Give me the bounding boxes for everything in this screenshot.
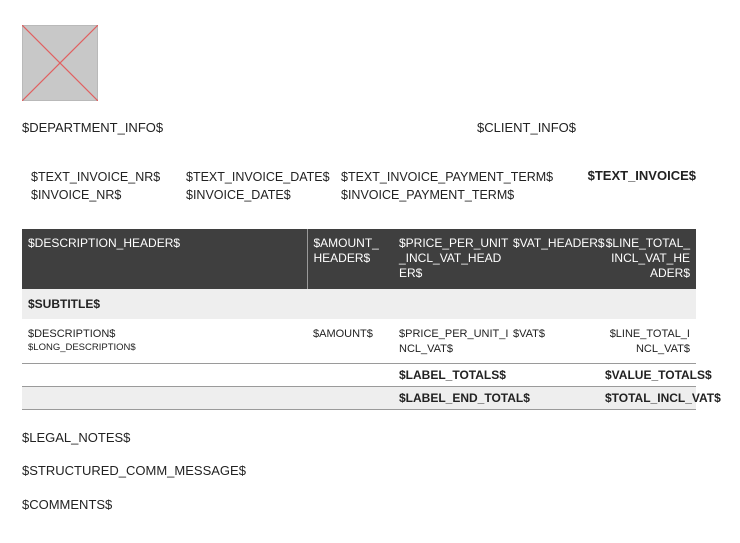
- amount-header: $AMOUNT_ HEADER$: [307, 229, 393, 289]
- line-total-header: $LINE_TOTAL_ INCL_VAT_HE ADER$: [599, 229, 696, 289]
- placeholder-image-icon: [22, 25, 98, 101]
- invoice-nr-block: [31, 168, 160, 204]
- description-cell: [22, 319, 307, 364]
- department-info: $DEPARTMENT_INFO$: [22, 120, 164, 135]
- end-total-value: $TOTAL_INCL_VAT$: [599, 387, 696, 410]
- invoice-nr-label: $TEXT_INVOICE_NR$: [31, 170, 161, 184]
- end-total-label: $LABEL_END_TOTAL$: [393, 387, 599, 410]
- invoice-title: $TEXT_INVOICE$: [587, 168, 696, 183]
- subtitle: $SUBTITLE$: [22, 289, 696, 319]
- totals-value: $VALUE_TOTALS$: [599, 364, 696, 387]
- client-info: $CLIENT_INFO$: [477, 120, 576, 135]
- invoice-date-label: $TEXT_INVOICE_DATE$: [186, 170, 330, 184]
- legal-notes: $LEGAL_NOTES$: [22, 430, 131, 445]
- payment-term-block: [341, 168, 553, 204]
- totals-row: [22, 364, 696, 387]
- payment-term-value: $INVOICE_PAYMENT_TERM$: [341, 188, 515, 202]
- description: $DESCRIPTION$: [28, 328, 116, 340]
- invoice-items-table: [22, 229, 721, 410]
- subtitle-row: [22, 289, 696, 319]
- structured-comm-message: $STRUCTURED_COMM_MESSAGE$: [22, 463, 246, 478]
- end-total-row: [22, 387, 696, 410]
- totals-label: $LABEL_TOTALS$: [393, 364, 599, 387]
- invoice-date-value: $INVOICE_DATE$: [186, 188, 291, 202]
- comments: $COMMENTS$: [22, 497, 113, 512]
- invoice-nr-value: $INVOICE_NR$: [31, 188, 122, 202]
- price-header: $PRICE_PER_UNIT _INCL_VAT_HEAD ER$: [393, 229, 507, 289]
- line-total-cell: $LINE_TOTAL_I NCL_VAT$: [599, 319, 696, 364]
- long-description: $LONG_DESCRIPTION$: [28, 342, 136, 353]
- amount-cell: $AMOUNT$: [307, 319, 393, 364]
- table-row: [22, 319, 696, 364]
- price-cell: $PRICE_PER_UNIT_I NCL_VAT$: [393, 319, 507, 364]
- invoice-date-block: [186, 168, 330, 204]
- table-header-row: [22, 229, 696, 289]
- payment-term-label: $TEXT_INVOICE_PAYMENT_TERM$: [341, 170, 554, 184]
- vat-header: $VAT_HEADER$: [507, 229, 599, 289]
- vat-cell: $VAT$: [507, 319, 599, 364]
- description-header: $DESCRIPTION_HEADER$: [22, 229, 307, 289]
